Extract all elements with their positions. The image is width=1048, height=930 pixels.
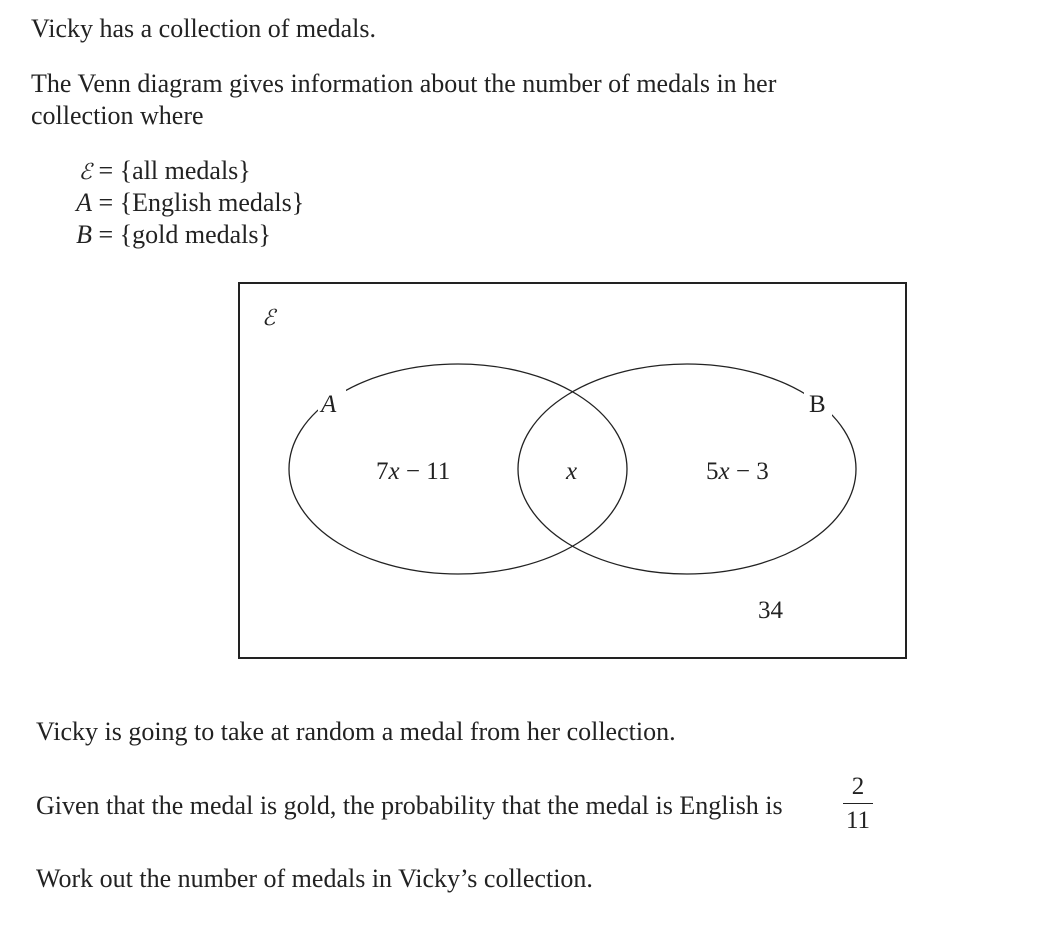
question-line-2: Given that the medal is gold, the probability that the medal is English is [36, 791, 783, 820]
question-line-1: Vicky is going to take at random a medal from her collection. [36, 717, 676, 746]
only-a-coefficient: 7 [376, 458, 389, 485]
only-b-constant: − 3 [729, 458, 769, 485]
intro-text: Vicky has a collection of medals. [31, 14, 376, 43]
fraction-bar [843, 803, 873, 804]
set-b-symbol: B [76, 220, 92, 249]
set-equals: = [98, 188, 114, 217]
description-line-1: The Venn diagram gives information about the number of medals in her [31, 69, 777, 98]
set-b-label: B [809, 391, 826, 418]
set-equals: = [98, 156, 114, 185]
region-outside: 34 [758, 597, 783, 624]
region-only-b [706, 458, 769, 485]
only-a-constant: − 11 [399, 458, 451, 485]
universal-set-label: ℰ [262, 306, 276, 331]
set-equals: = [98, 220, 114, 249]
question-line-3: Work out the number of medals in Vicky’s collection. [36, 864, 593, 893]
region-intersection: x [566, 458, 578, 485]
fraction-denominator: 11 [845, 807, 871, 834]
set-value: {gold medals} [119, 220, 271, 249]
only-a-variable: x [388, 458, 400, 485]
set-value: {English medals} [119, 188, 305, 217]
region-only-a [376, 458, 450, 485]
description-line-2: collection where [31, 101, 204, 130]
only-b-coefficient: 5 [706, 458, 719, 485]
probability-fraction [842, 773, 874, 835]
universal-set-symbol: ℰ [78, 160, 92, 185]
set-a-label: A [321, 391, 337, 418]
fraction-numerator: 2 [851, 773, 865, 800]
only-b-variable: x [718, 458, 730, 485]
set-a-symbol: A [76, 188, 92, 217]
set-value: {all medals} [119, 156, 251, 185]
